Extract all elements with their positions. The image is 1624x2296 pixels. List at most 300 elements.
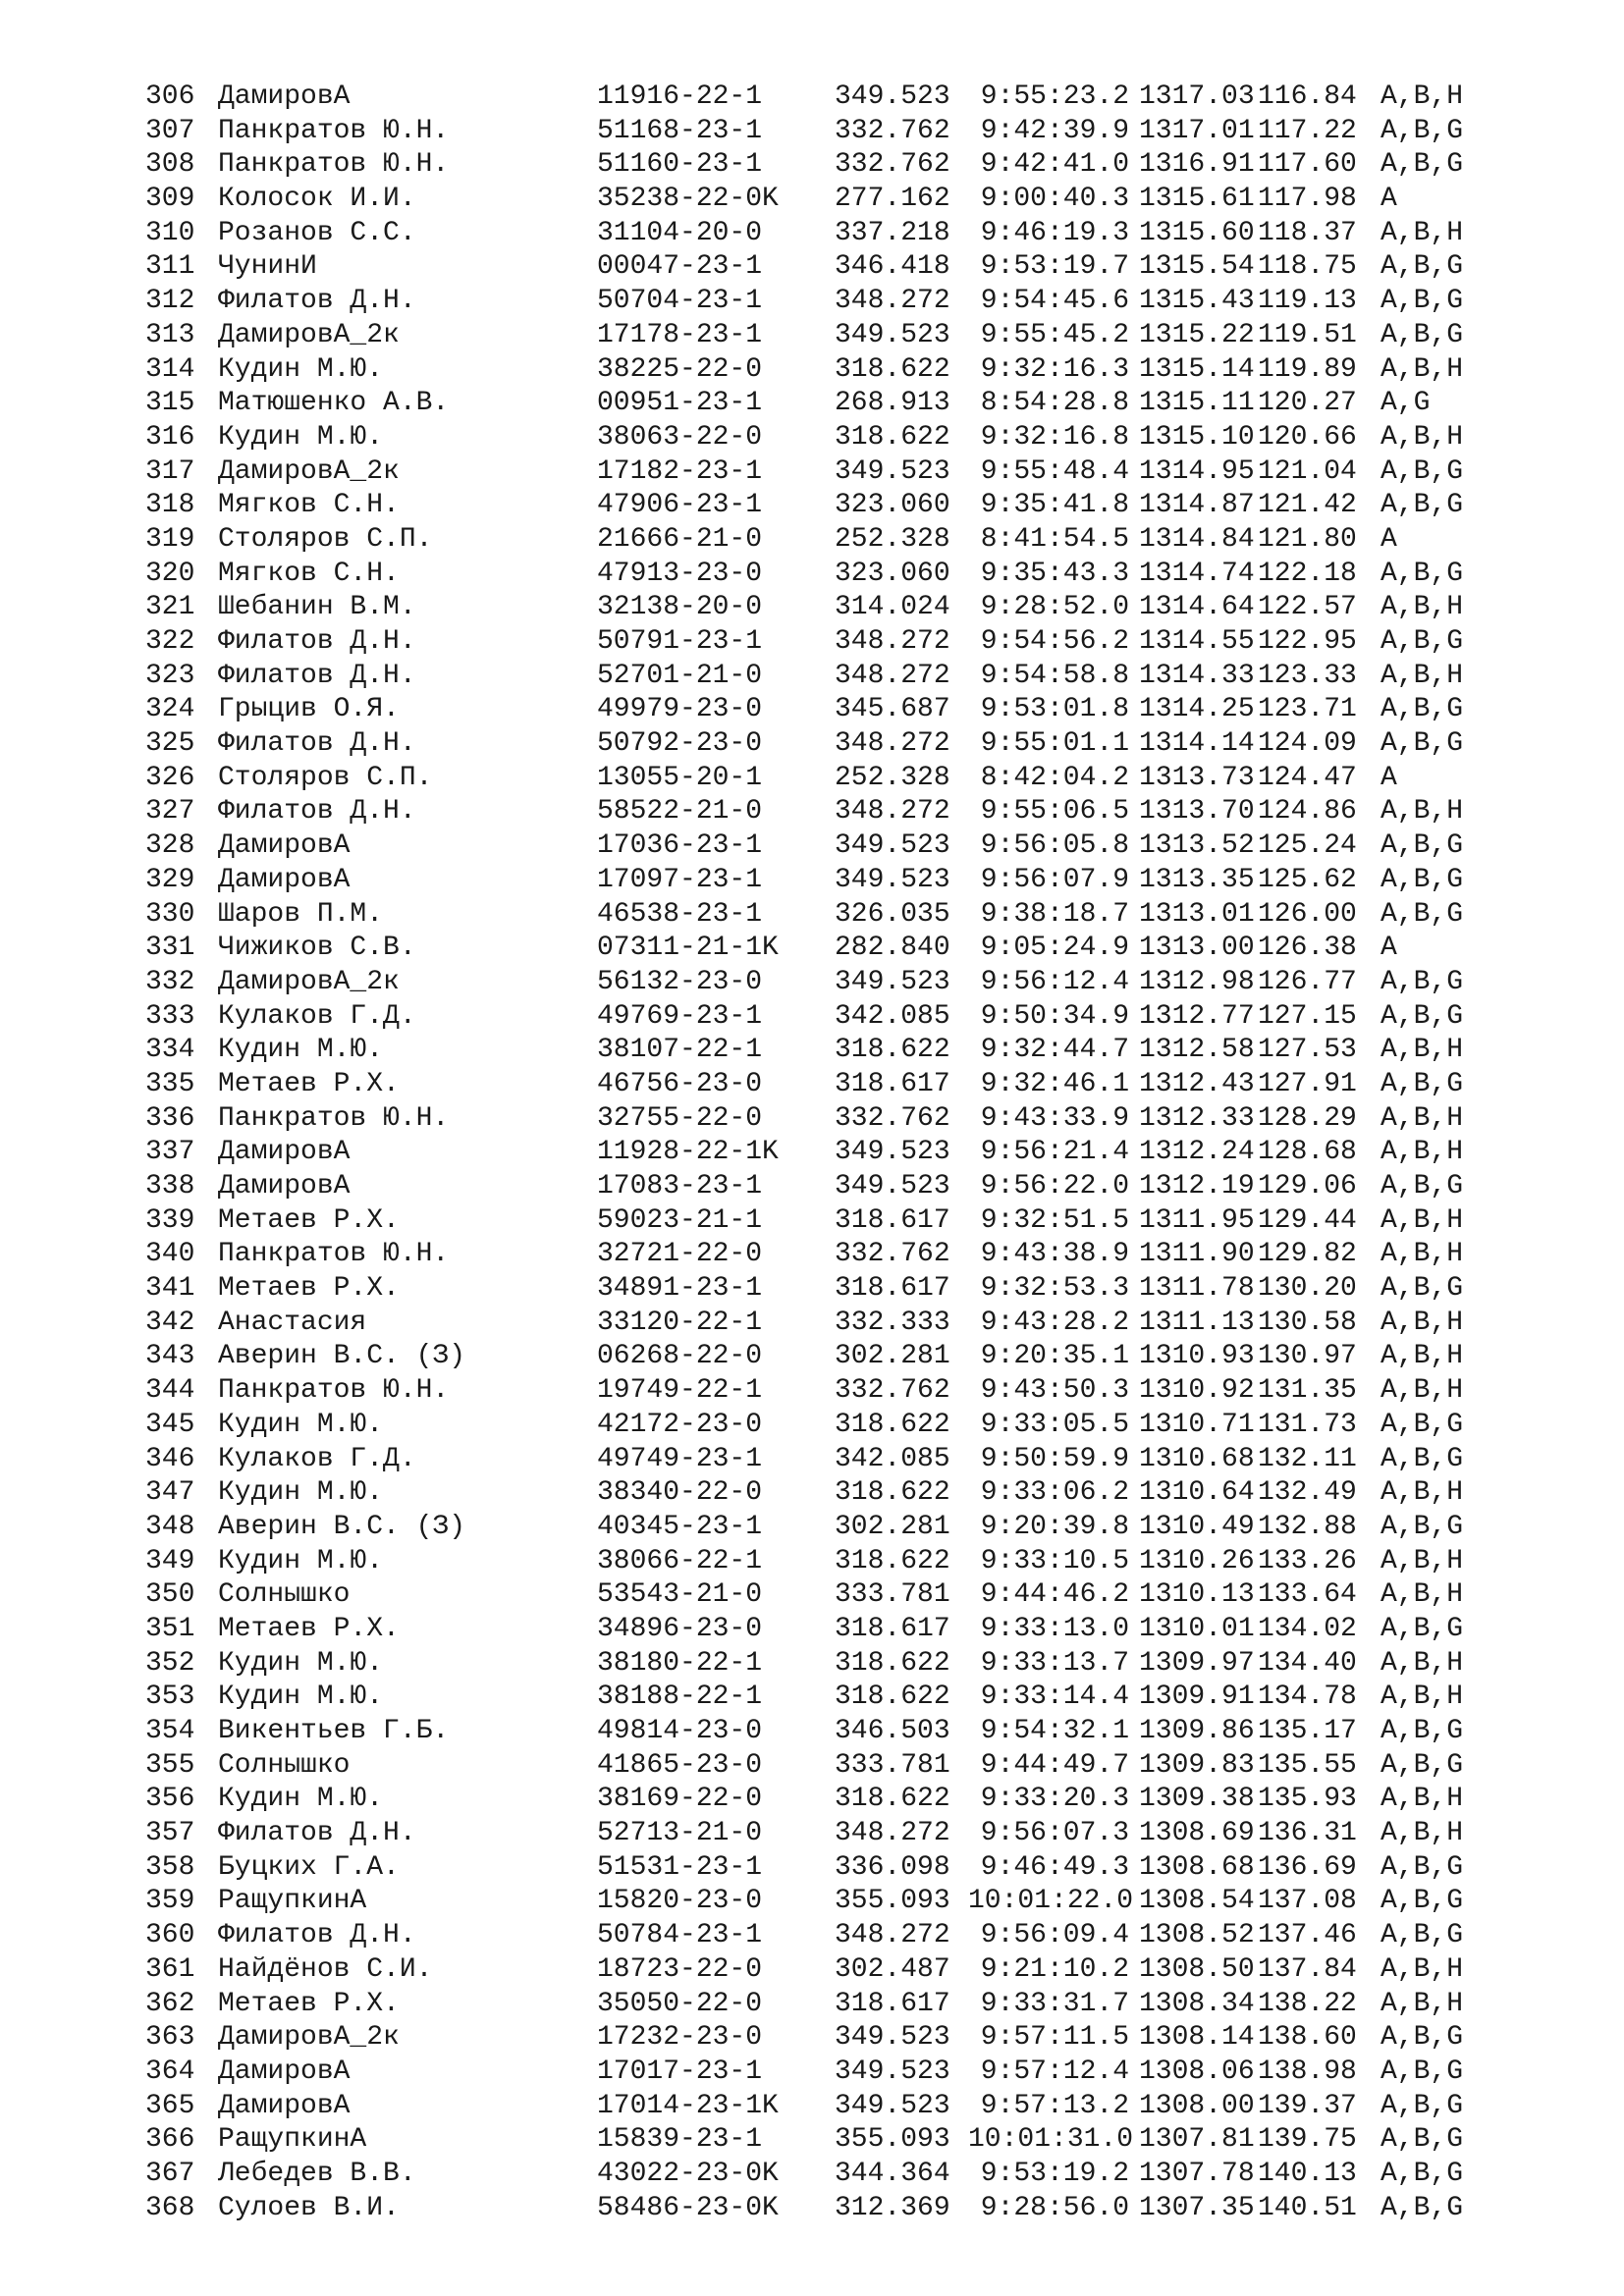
table-row: [145, 1885, 1540, 1919]
diff-cell: 122.95: [1258, 626, 1357, 657]
class-cell: A,B,G: [1380, 149, 1464, 181]
distance-cell: 252.328: [835, 762, 950, 793]
ring-id-cell: 32755-22-0: [597, 1102, 763, 1134]
table-row: [145, 1340, 1540, 1374]
speed-cell: 1311.90: [1139, 1239, 1255, 1270]
distance-cell: 332.333: [835, 1307, 950, 1338]
distance-cell: 348.272: [835, 286, 950, 317]
diff-cell: 135.55: [1258, 1749, 1357, 1781]
time-cell: 9:55:06.5: [980, 796, 1129, 828]
table-row: [145, 1272, 1540, 1307]
name-cell: ДамировА_2к: [218, 966, 400, 997]
speed-cell: 1313.70: [1139, 796, 1255, 828]
diff-cell: 134.40: [1258, 1647, 1357, 1679]
diff-cell: 122.57: [1258, 592, 1357, 623]
ring-id-cell: 42172-23-0: [597, 1409, 763, 1440]
rank-cell: 364: [145, 2056, 195, 2087]
distance-cell: 348.272: [835, 1920, 950, 1951]
time-cell: 9:54:45.6: [980, 286, 1129, 317]
speed-cell: 1309.86: [1139, 1716, 1255, 1746]
rank-cell: 334: [145, 1035, 195, 1066]
rank-cell: 342: [145, 1307, 195, 1338]
ring-id-cell: 32721-22-0: [597, 1239, 763, 1270]
time-cell: 9:44:46.2: [980, 1579, 1129, 1611]
ring-id-cell: 49814-23-0: [597, 1716, 763, 1746]
table-row: [145, 1443, 1540, 1477]
ring-id-cell: 50704-23-1: [597, 286, 763, 317]
speed-cell: 1313.00: [1139, 933, 1255, 964]
ring-id-cell: 19749-22-1: [597, 1375, 763, 1407]
class-cell: A,B,G: [1380, 2124, 1464, 2156]
table-row: [145, 660, 1540, 694]
time-cell: 9:32:53.3: [980, 1273, 1129, 1305]
time-cell: 9:32:44.7: [980, 1035, 1129, 1066]
rank-cell: 319: [145, 523, 195, 555]
distance-cell: 346.418: [835, 251, 950, 283]
time-cell: 8:41:54.5: [980, 523, 1129, 555]
table-row: [145, 1409, 1540, 1443]
distance-cell: 318.617: [835, 1988, 950, 2019]
class-cell: A,B,H: [1380, 353, 1464, 385]
rank-cell: 346: [145, 1443, 195, 1474]
ring-id-cell: 38066-22-1: [597, 1545, 763, 1576]
time-cell: 9:33:06.2: [980, 1477, 1129, 1509]
table-row: [145, 2021, 1540, 2056]
ring-id-cell: 59023-21-1: [597, 1204, 763, 1236]
time-cell: 9:00:40.3: [980, 184, 1129, 215]
speed-cell: 1314.84: [1139, 523, 1255, 555]
distance-cell: 349.523: [835, 1171, 950, 1201]
class-cell: A,B,G: [1380, 1851, 1464, 1883]
diff-cell: 137.84: [1258, 1953, 1357, 1985]
rank-cell: 311: [145, 251, 195, 283]
diff-cell: 119.51: [1258, 319, 1357, 350]
time-cell: 8:42:04.2: [980, 762, 1129, 793]
name-cell: ДамировА_2к: [218, 319, 400, 350]
distance-cell: 332.762: [835, 1375, 950, 1407]
time-cell: 9:32:16.8: [980, 421, 1129, 453]
ring-id-cell: 47906-23-1: [597, 490, 763, 521]
table-row: [145, 250, 1540, 285]
name-cell: Кудин М.Ю.: [218, 1682, 384, 1713]
name-cell: Столяров С.П.: [218, 523, 433, 555]
distance-cell: 318.617: [835, 1204, 950, 1236]
table-row: [145, 183, 1540, 217]
speed-cell: 1310.13: [1139, 1579, 1255, 1611]
distance-cell: 282.840: [835, 933, 950, 964]
time-cell: 9:43:38.9: [980, 1239, 1129, 1270]
speed-cell: 1314.74: [1139, 558, 1255, 589]
rank-cell: 307: [145, 115, 195, 146]
distance-cell: 318.622: [835, 353, 950, 385]
rank-cell: 348: [145, 1511, 195, 1542]
speed-cell: 1315.60: [1139, 217, 1255, 248]
rank-cell: 312: [145, 286, 195, 317]
table-row: [145, 2123, 1540, 2158]
ring-id-cell: 56132-23-0: [597, 966, 763, 997]
class-cell: A,B,G: [1380, 2056, 1464, 2087]
speed-cell: 1308.00: [1139, 2090, 1255, 2121]
ring-id-cell: 15839-23-1: [597, 2124, 763, 2156]
time-cell: 9:55:23.2: [980, 81, 1129, 112]
diff-cell: 136.69: [1258, 1851, 1357, 1883]
table-row: [145, 1749, 1540, 1784]
diff-cell: 124.47: [1258, 762, 1357, 793]
speed-cell: 1308.34: [1139, 1988, 1255, 2019]
rank-cell: 337: [145, 1137, 195, 1168]
diff-cell: 138.22: [1258, 1988, 1357, 2019]
time-cell: 9:33:31.7: [980, 1988, 1129, 2019]
name-cell: Панкратов Ю.Н.: [218, 115, 450, 146]
rank-cell: 317: [145, 455, 195, 487]
time-cell: 9:44:49.7: [980, 1749, 1129, 1781]
rank-cell: 338: [145, 1171, 195, 1201]
class-cell: A,B,H: [1380, 796, 1464, 828]
rank-cell: 321: [145, 592, 195, 623]
diff-cell: 121.04: [1258, 455, 1357, 487]
distance-cell: 268.913: [835, 388, 950, 419]
name-cell: Кудин М.Ю.: [218, 1647, 384, 1679]
distance-cell: 332.762: [835, 149, 950, 181]
distance-cell: 332.762: [835, 1102, 950, 1134]
name-cell: Панкратов Ю.Н.: [218, 1239, 450, 1270]
ring-id-cell: 38340-22-0: [597, 1477, 763, 1509]
distance-cell: 333.781: [835, 1749, 950, 1781]
speed-cell: 1308.52: [1139, 1920, 1255, 1951]
table-row: [145, 2192, 1540, 2226]
distance-cell: 332.762: [835, 1239, 950, 1270]
speed-cell: 1315.54: [1139, 251, 1255, 283]
rank-cell: 366: [145, 2124, 195, 2156]
ring-id-cell: 38225-22-0: [597, 353, 763, 385]
rank-cell: 316: [145, 421, 195, 453]
name-cell: Метаев Р.Х.: [218, 1204, 400, 1236]
time-cell: 9:55:48.4: [980, 455, 1129, 487]
table-row: [145, 1613, 1540, 1647]
rank-cell: 340: [145, 1239, 195, 1270]
table-row: [145, 2056, 1540, 2090]
speed-cell: 1314.55: [1139, 626, 1255, 657]
speed-cell: 1309.97: [1139, 1647, 1255, 1679]
table-row: [145, 762, 1540, 796]
diff-cell: 132.88: [1258, 1511, 1357, 1542]
time-cell: 9:56:05.8: [980, 830, 1129, 862]
speed-cell: 1314.64: [1139, 592, 1255, 623]
class-cell: A,B,H: [1380, 1341, 1464, 1372]
ring-id-cell: 52713-21-0: [597, 1818, 763, 1849]
ring-id-cell: 34896-23-0: [597, 1613, 763, 1644]
time-cell: 9:43:28.2: [980, 1307, 1129, 1338]
table-row: [145, 523, 1540, 558]
class-cell: A,B,G: [1380, 1171, 1464, 1201]
table-row: [145, 1988, 1540, 2022]
distance-cell: 318.622: [835, 1545, 950, 1576]
diff-cell: 133.64: [1258, 1579, 1357, 1611]
rank-cell: 351: [145, 1613, 195, 1644]
class-cell: A,B,H: [1380, 592, 1464, 623]
diff-cell: 120.27: [1258, 388, 1357, 419]
speed-cell: 1315.11: [1139, 388, 1255, 419]
speed-cell: 1310.68: [1139, 1443, 1255, 1474]
ring-id-cell: 35050-22-0: [597, 1988, 763, 2019]
diff-cell: 132.49: [1258, 1477, 1357, 1509]
name-cell: Кудин М.Ю.: [218, 1545, 384, 1576]
speed-cell: 1312.24: [1139, 1137, 1255, 1168]
rank-cell: 336: [145, 1102, 195, 1134]
table-row: [145, 489, 1540, 523]
class-cell: A,B,G: [1380, 251, 1464, 283]
rank-cell: 344: [145, 1375, 195, 1407]
diff-cell: 126.00: [1258, 898, 1357, 930]
class-cell: A: [1380, 184, 1397, 215]
distance-cell: 349.523: [835, 455, 950, 487]
ring-id-cell: 49749-23-1: [597, 1443, 763, 1474]
table-row: [145, 932, 1540, 966]
class-cell: A,B,H: [1380, 1953, 1464, 1985]
time-cell: 8:54:28.8: [980, 388, 1129, 419]
speed-cell: 1310.26: [1139, 1545, 1255, 1576]
distance-cell: 355.093: [835, 2124, 950, 2156]
diff-cell: 129.44: [1258, 1204, 1357, 1236]
diff-cell: 128.29: [1258, 1102, 1357, 1134]
rank-cell: 313: [145, 319, 195, 350]
rank-cell: 310: [145, 217, 195, 248]
name-cell: Панкратов Ю.Н.: [218, 1375, 450, 1407]
ring-id-cell: 53543-21-0: [597, 1579, 763, 1611]
name-cell: ЧунинИ: [218, 251, 317, 283]
table-row: [145, 2090, 1540, 2124]
distance-cell: 318.617: [835, 1613, 950, 1644]
name-cell: Филатов Д.Н.: [218, 796, 416, 828]
diff-cell: 131.35: [1258, 1375, 1357, 1407]
ring-id-cell: 21666-21-0: [597, 523, 763, 555]
time-cell: 9:56:07.3: [980, 1818, 1129, 1849]
diff-cell: 124.86: [1258, 796, 1357, 828]
rank-cell: 335: [145, 1068, 195, 1099]
ring-id-cell: 47913-23-0: [597, 558, 763, 589]
class-cell: A,G: [1380, 388, 1431, 419]
rank-cell: 367: [145, 2158, 195, 2189]
name-cell: Солнышко: [218, 1579, 351, 1611]
ring-id-cell: 38063-22-0: [597, 421, 763, 453]
ring-id-cell: 18723-22-0: [597, 1953, 763, 1985]
class-cell: A,B,G: [1380, 694, 1464, 725]
name-cell: Панкратов Ю.Н.: [218, 149, 450, 181]
time-cell: 9:42:39.9: [980, 115, 1129, 146]
speed-cell: 1308.14: [1139, 2022, 1255, 2054]
ring-id-cell: 17178-23-1: [597, 319, 763, 350]
rank-cell: 349: [145, 1545, 195, 1576]
rank-cell: 350: [145, 1579, 195, 1611]
time-cell: 9:32:16.3: [980, 353, 1129, 385]
distance-cell: 355.093: [835, 1886, 950, 1917]
time-cell: 10:01:22.0: [968, 1886, 1134, 1917]
ring-id-cell: 11916-22-1: [597, 81, 763, 112]
table-row: [145, 1170, 1540, 1204]
diff-cell: 119.89: [1258, 353, 1357, 385]
distance-cell: 302.487: [835, 1953, 950, 1985]
time-cell: 9:35:43.3: [980, 558, 1129, 589]
table-row: [145, 1000, 1540, 1035]
rank-cell: 368: [145, 2192, 195, 2223]
table-row: [145, 1919, 1540, 1953]
diff-cell: 123.33: [1258, 660, 1357, 691]
table-row: [145, 455, 1540, 490]
speed-cell: 1312.98: [1139, 966, 1255, 997]
name-cell: Метаев Р.Х.: [218, 1068, 400, 1099]
diff-cell: 135.93: [1258, 1784, 1357, 1815]
name-cell: ДамировА: [218, 1137, 351, 1168]
name-cell: Грыцив О.Я.: [218, 694, 400, 725]
class-cell: A,B,G: [1380, 558, 1464, 589]
rank-cell: 355: [145, 1749, 195, 1781]
ring-id-cell: 50784-23-1: [597, 1920, 763, 1951]
table-row: [145, 1511, 1540, 1545]
diff-cell: 137.46: [1258, 1920, 1357, 1951]
ring-id-cell: 35238-22-0K: [597, 184, 779, 215]
rank-cell: 325: [145, 728, 195, 760]
class-cell: A,B,H: [1380, 1137, 1464, 1168]
table-row: [145, 1545, 1540, 1579]
speed-cell: 1315.43: [1139, 286, 1255, 317]
time-cell: 9:28:56.0: [980, 2192, 1129, 2223]
diff-cell: 117.60: [1258, 149, 1357, 181]
speed-cell: 1314.95: [1139, 455, 1255, 487]
table-row: [145, 1238, 1540, 1272]
name-cell: Филатов Д.Н.: [218, 626, 416, 657]
table-row: [145, 795, 1540, 829]
time-cell: 9:56:09.4: [980, 1920, 1129, 1951]
ring-id-cell: 50791-23-1: [597, 626, 763, 657]
distance-cell: 348.272: [835, 796, 950, 828]
name-cell: Аверин В.С. (З): [218, 1511, 466, 1542]
speed-cell: 1314.33: [1139, 660, 1255, 691]
table-row: [145, 1953, 1540, 1988]
ring-id-cell: 17014-23-1K: [597, 2090, 779, 2121]
distance-cell: 318.617: [835, 1068, 950, 1099]
class-cell: A,B,G: [1380, 966, 1464, 997]
ring-id-cell: 38107-22-1: [597, 1035, 763, 1066]
time-cell: 9:32:51.5: [980, 1204, 1129, 1236]
speed-cell: 1315.22: [1139, 319, 1255, 350]
rank-cell: 361: [145, 1953, 195, 1985]
table-row: [145, 625, 1540, 660]
speed-cell: 1313.73: [1139, 762, 1255, 793]
diff-cell: 121.80: [1258, 523, 1357, 555]
table-row: [145, 1817, 1540, 1851]
class-cell: A,B,H: [1380, 1647, 1464, 1679]
table-row: [145, 115, 1540, 149]
time-cell: 9:42:41.0: [980, 149, 1129, 181]
class-cell: A,B,G: [1380, 728, 1464, 760]
name-cell: Кудин М.Ю.: [218, 1035, 384, 1066]
time-cell: 9:33:05.5: [980, 1409, 1129, 1440]
name-cell: ДамировА_2к: [218, 455, 400, 487]
time-cell: 9:53:19.7: [980, 251, 1129, 283]
ring-id-cell: 51160-23-1: [597, 149, 763, 181]
diff-cell: 127.53: [1258, 1035, 1357, 1066]
rank-cell: 329: [145, 864, 195, 895]
name-cell: Лебедев В.В.: [218, 2158, 416, 2189]
rank-cell: 323: [145, 660, 195, 691]
speed-cell: 1311.78: [1139, 1273, 1255, 1305]
table-row: [145, 1204, 1540, 1239]
diff-cell: 136.31: [1258, 1818, 1357, 1849]
distance-cell: 312.369: [835, 2192, 950, 2223]
time-cell: 9:57:12.4: [980, 2056, 1129, 2087]
class-cell: A,B,H: [1380, 1988, 1464, 2019]
class-cell: A,B,G: [1380, 1068, 1464, 1099]
speed-cell: 1308.69: [1139, 1818, 1255, 1849]
class-cell: A,B,H: [1380, 1239, 1464, 1270]
class-cell: A,B,G: [1380, 1613, 1464, 1644]
table-row: [145, 217, 1540, 251]
rank-cell: 320: [145, 558, 195, 589]
name-cell: Филатов Д.Н.: [218, 660, 416, 691]
rank-cell: 357: [145, 1818, 195, 1849]
speed-cell: 1311.95: [1139, 1204, 1255, 1236]
rank-cell: 341: [145, 1273, 195, 1305]
speed-cell: 1310.49: [1139, 1511, 1255, 1542]
name-cell: ДамировА: [218, 2056, 351, 2087]
time-cell: 9:35:41.8: [980, 490, 1129, 521]
table-row: [145, 1578, 1540, 1613]
table-row: [145, 1783, 1540, 1817]
ring-id-cell: 17036-23-1: [597, 830, 763, 862]
rank-cell: 333: [145, 1000, 195, 1032]
distance-cell: 349.523: [835, 864, 950, 895]
diff-cell: 135.17: [1258, 1716, 1357, 1746]
speed-cell: 1312.77: [1139, 1000, 1255, 1032]
distance-cell: 318.622: [835, 1409, 950, 1440]
time-cell: 9:55:01.1: [980, 728, 1129, 760]
distance-cell: 326.035: [835, 898, 950, 930]
distance-cell: 348.272: [835, 660, 950, 691]
rank-cell: 365: [145, 2090, 195, 2121]
ring-id-cell: 11928-22-1K: [597, 1137, 779, 1168]
table-row: [145, 693, 1540, 727]
time-cell: 9:56:07.9: [980, 864, 1129, 895]
speed-cell: 1314.87: [1139, 490, 1255, 521]
diff-cell: 134.02: [1258, 1613, 1357, 1644]
name-cell: РащупкинА: [218, 1886, 367, 1917]
time-cell: 9:21:10.2: [980, 1953, 1129, 1985]
time-cell: 9:46:19.3: [980, 217, 1129, 248]
speed-cell: 1308.06: [1139, 2056, 1255, 2087]
time-cell: 9:54:32.1: [980, 1716, 1129, 1746]
class-cell: A,B,G: [1380, 864, 1464, 895]
table-row: [145, 1374, 1540, 1409]
class-cell: A,B,G: [1380, 898, 1464, 930]
results-list: [145, 80, 1540, 2225]
time-cell: 10:01:31.0: [968, 2124, 1134, 2156]
time-cell: 9:56:12.4: [980, 966, 1129, 997]
diff-cell: 138.98: [1258, 2056, 1357, 2087]
distance-cell: 302.281: [835, 1341, 950, 1372]
diff-cell: 120.66: [1258, 421, 1357, 453]
ring-id-cell: 49979-23-0: [597, 694, 763, 725]
class-cell: A,B,H: [1380, 1545, 1464, 1576]
time-cell: 9:38:18.7: [980, 898, 1129, 930]
name-cell: Колосок И.И.: [218, 184, 416, 215]
class-cell: A: [1380, 762, 1397, 793]
time-cell: 9:33:13.0: [980, 1613, 1129, 1644]
class-cell: A,B,G: [1380, 1000, 1464, 1032]
table-row: [145, 1034, 1540, 1068]
rank-cell: 328: [145, 830, 195, 862]
diff-cell: 140.13: [1258, 2158, 1357, 2189]
distance-cell: 318.622: [835, 1682, 950, 1713]
